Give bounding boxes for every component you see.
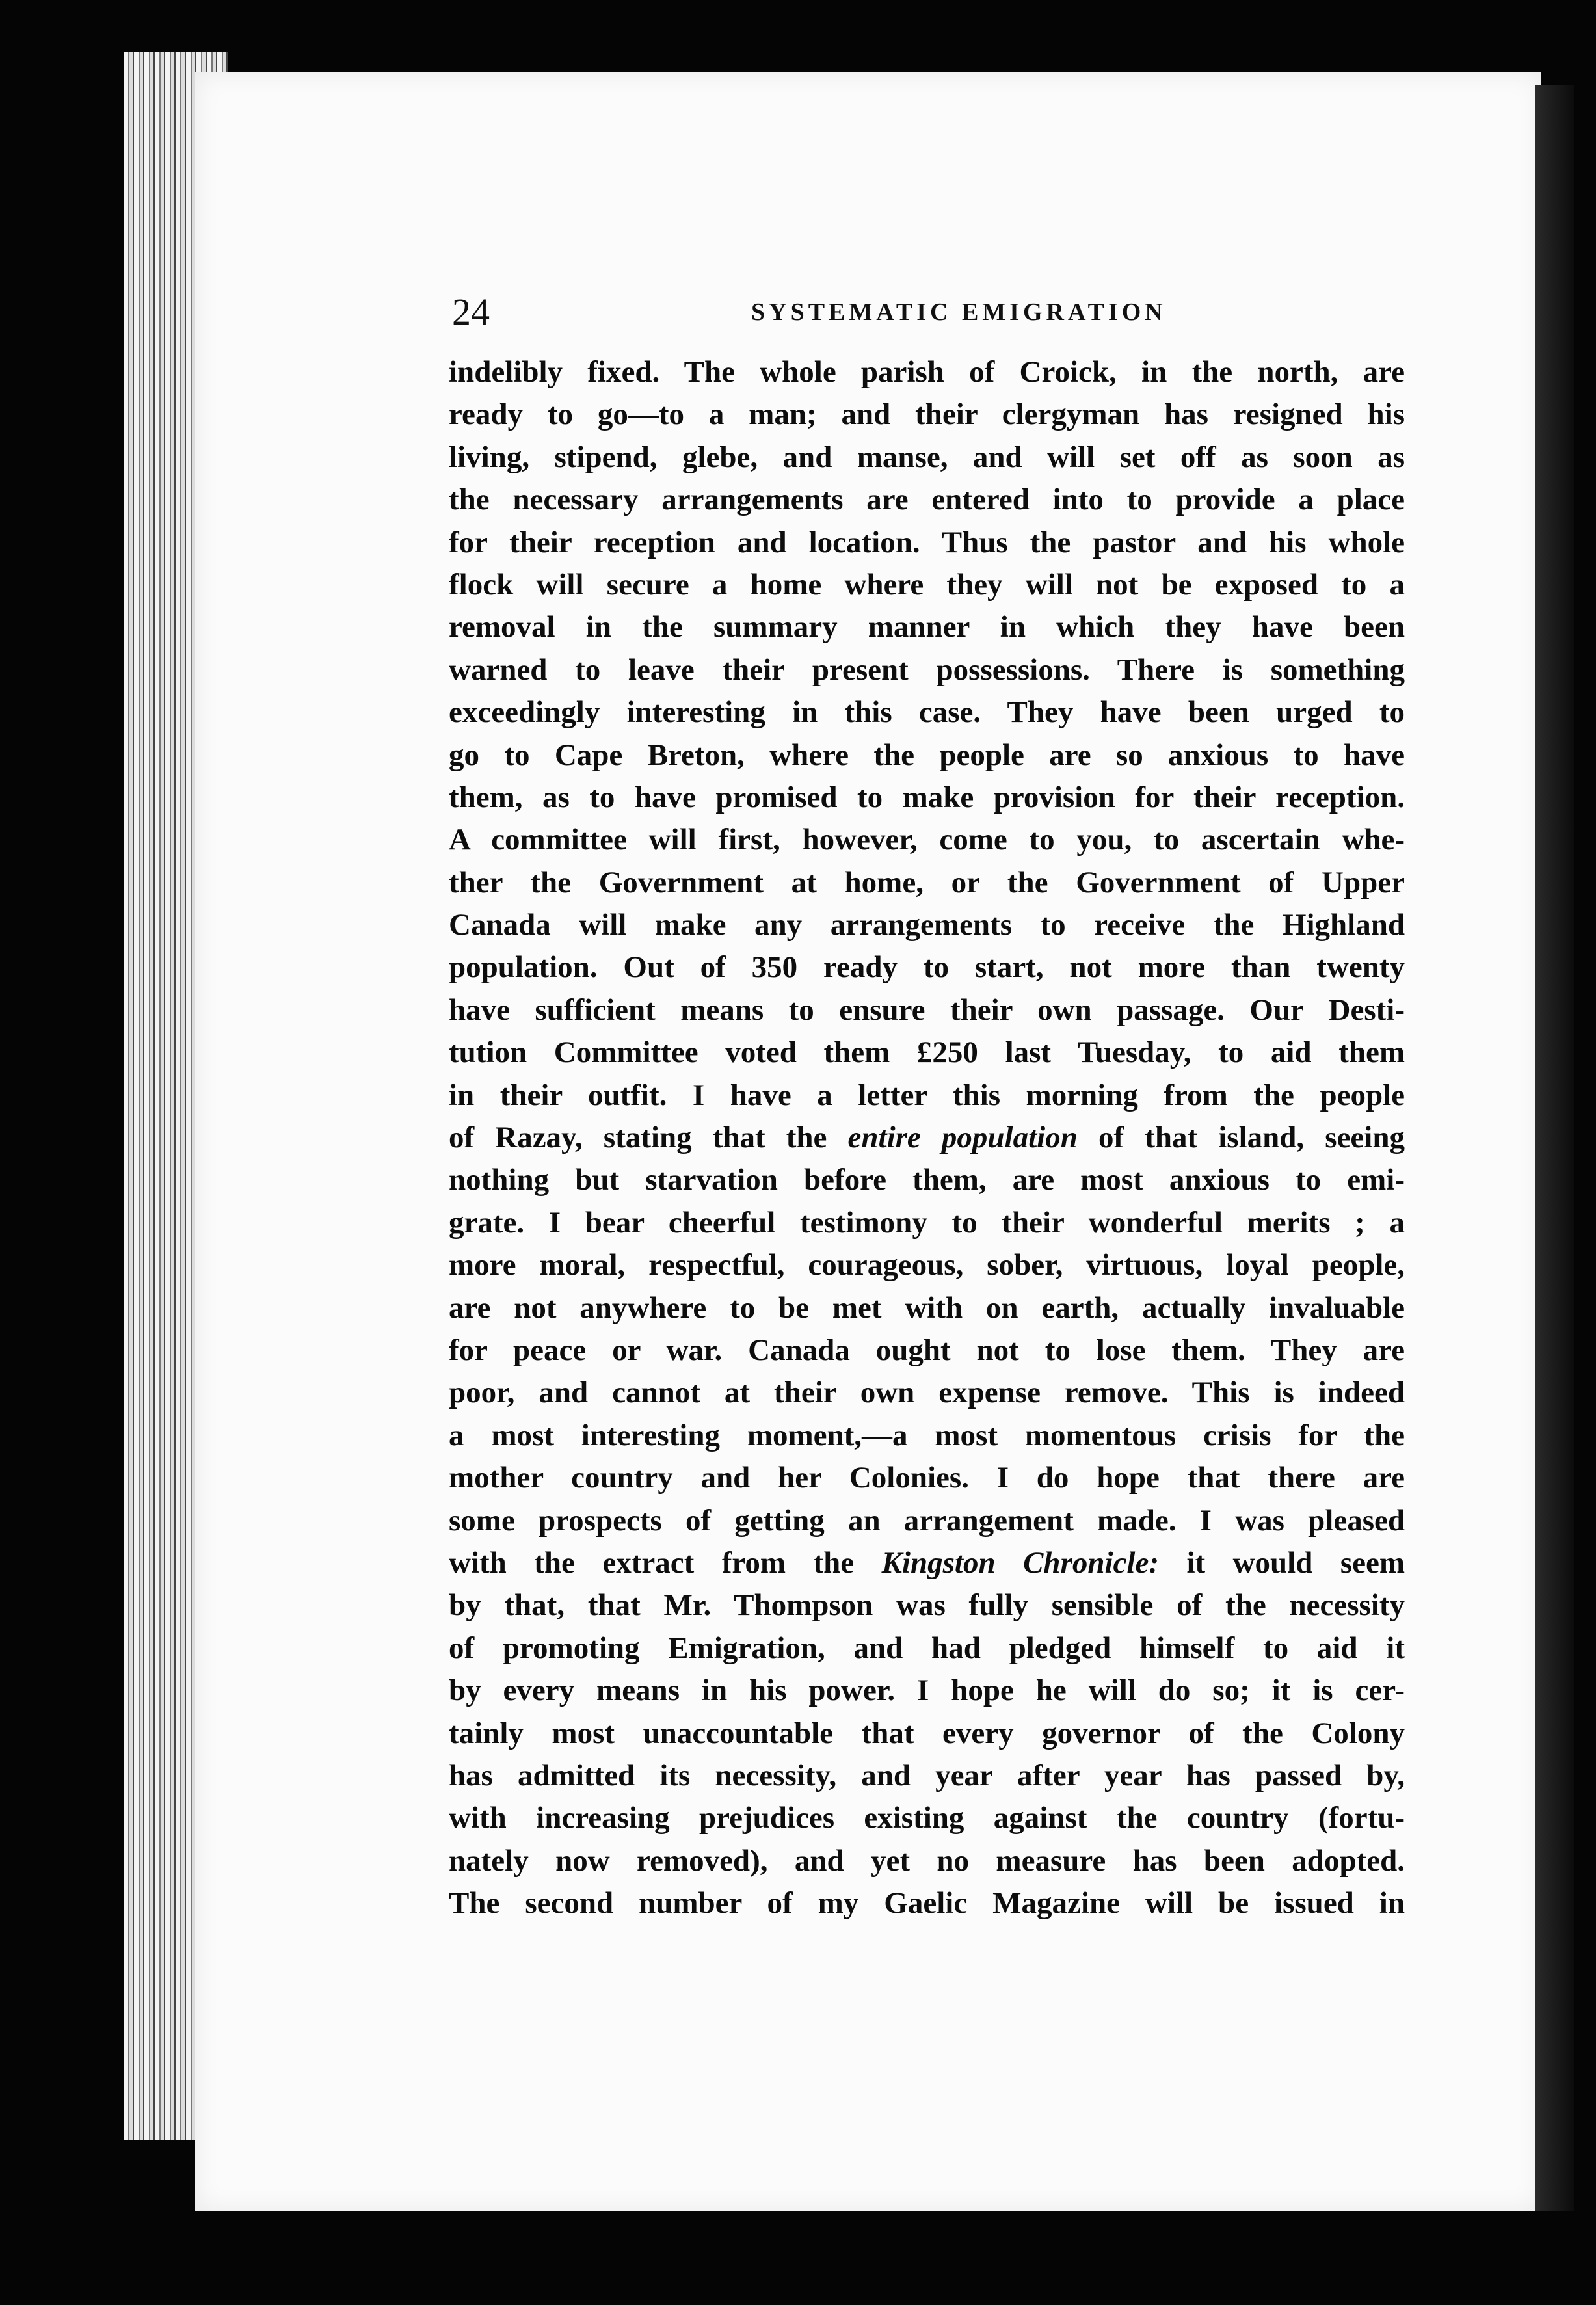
text-segment: of Razay, stating that the: [449, 1121, 848, 1155]
text-line: removal in the summary manner in which they have been: [449, 610, 1405, 645]
text-segment: with the extract from the: [449, 1545, 882, 1580]
text-line: are not anywhere to be met with on earth, actually invaluable: [449, 1290, 1405, 1325]
text-line: go to Cape Breton, where the people are so anxious to have: [449, 738, 1405, 772]
running-head: SYSTEMATIC EMIGRATION: [751, 299, 1167, 326]
text-segment: of that island, seeing: [1077, 1121, 1405, 1155]
text-line: ther the Government at home, or the Government of Upper: [449, 865, 1405, 899]
text-line: A committee will first, however, come to you, to ascertain whe-: [449, 823, 1405, 857]
text-line: in their outfit. I have a letter this morning from the people: [449, 1078, 1405, 1112]
text-line: living, stipend, glebe, and manse, and will set off as soon as: [449, 440, 1405, 474]
binding-shadow: [1535, 85, 1574, 2211]
page-number: 24: [452, 291, 490, 333]
text-line: nothing but starvation before them, are most anxious to emi-: [449, 1163, 1405, 1197]
text-line: mother country and her Colonies. I do hope that there are: [449, 1461, 1405, 1495]
text-line: [449, 1542, 1405, 1584]
text-line: tainly most unaccountable that every governor of the Colony: [449, 1716, 1405, 1750]
text-line: of promoting Emigration, and had pledged himself to aid it: [449, 1631, 1405, 1665]
text-line: grate. I bear cheerful testimony to their wonderful merits ; a: [449, 1205, 1405, 1240]
text-line: [449, 1117, 1405, 1159]
text-line: some prospects of getting an arrangement made. I was pleased: [449, 1503, 1405, 1538]
text-segment: it would seem: [1158, 1545, 1405, 1580]
text-line: by every means in his power. I hope he will do so; it is cer-: [449, 1673, 1405, 1708]
text-line: ready to go—to a man; and their clergyman has resigned his: [449, 397, 1405, 432]
text-line: tution Committee voted them £250 last Tuesday, to aid them: [449, 1035, 1405, 1070]
text-line: Canada will make any arrangements to receive the Highland: [449, 908, 1405, 942]
text-line: for peace or war. Canada ought not to lose them. They are: [449, 1333, 1405, 1367]
text-line: indelibly fixed. The whole parish of Croick, in the north, are: [449, 355, 1405, 389]
text-line: have sufficient means to ensure their own passage. Our Desti-: [449, 993, 1405, 1027]
text-line: the necessary arrangements are entered into to provide a place: [449, 483, 1405, 517]
italic-segment: entire population: [847, 1121, 1078, 1155]
text-line: poor, and cannot at their own expense remove. This is indeed: [449, 1376, 1405, 1410]
text-line: warned to leave their present possessions. There is something: [449, 652, 1405, 687]
text-line: flock will secure a home where they will not be exposed to a: [449, 567, 1405, 602]
text-line: more moral, respectful, courageous, sober, virtuous, loyal people,: [449, 1248, 1405, 1283]
text-line: The second number of my Gaelic Magazine will be issued in: [449, 1886, 1405, 1921]
text-line: population. Out of 350 ready to start, not more than twenty: [449, 950, 1405, 985]
text-line: exceedingly interesting in this case. They have been urged to: [449, 695, 1405, 730]
text-line: for their reception and location. Thus the pastor and his whole: [449, 525, 1405, 559]
text-line: a most interesting moment,—a most momentous crisis for the: [449, 1418, 1405, 1452]
text-line: by that, that Mr. Thompson was fully sensible of the necessity: [449, 1588, 1405, 1623]
page-header: [452, 286, 1402, 338]
text-line: with increasing prejudices existing against the country (fortu-: [449, 1801, 1405, 1835]
body-text: [449, 351, 1405, 1925]
text-line: has admitted its necessity, and year after year has passed by,: [449, 1758, 1405, 1792]
italic-segment: Kingston Chronicle:: [881, 1545, 1159, 1580]
text-line: nately now removed), and yet no measure has been adopted.: [449, 1843, 1405, 1878]
text-line: them, as to have promised to make provision for their reception.: [449, 780, 1405, 814]
